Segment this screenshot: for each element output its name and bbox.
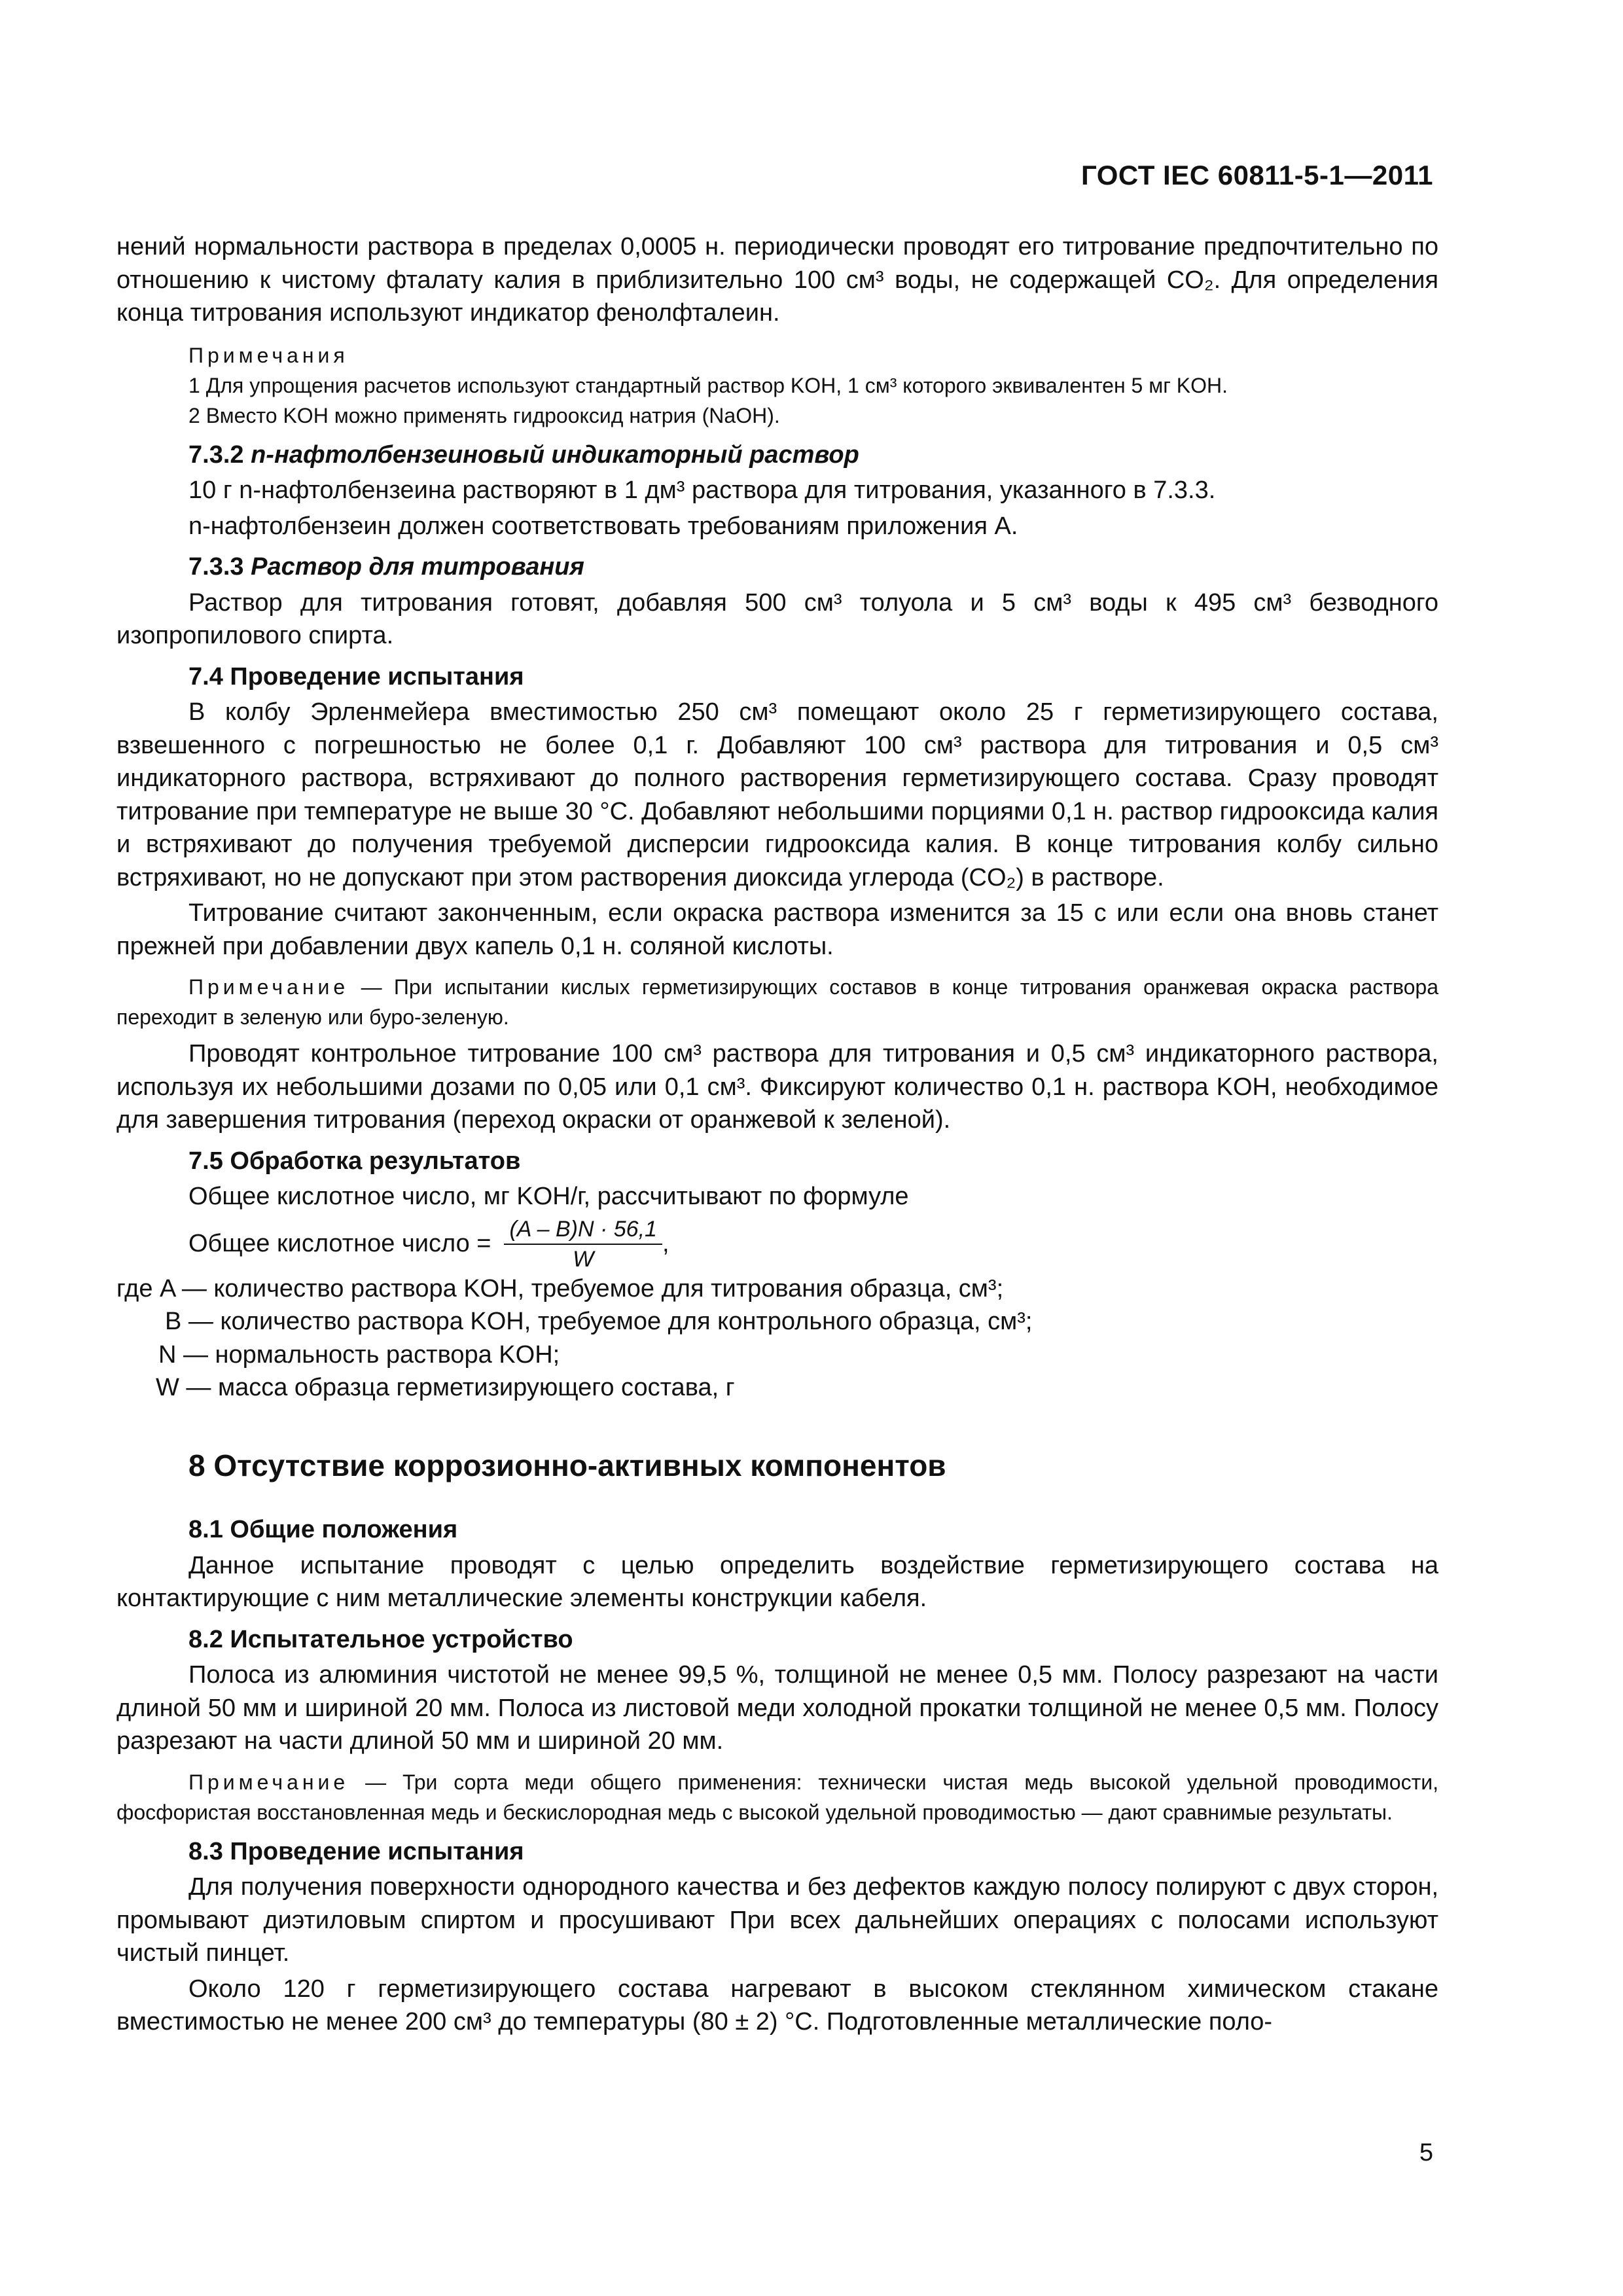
acid-number-formula	[116, 1216, 1438, 1272]
heading-7-5: 7.5 Обработка результатов	[188, 1147, 521, 1175]
paragraph-8-1: Данное испытание проводят с целью определить воздействие герметизирующего состава на контактирующие с ним металлические элементы конструкции кабеля.	[116, 1551, 1438, 1612]
paragraph-7-3-2-a: 10 г n-нафтолбензеина растворяют в 1 дм³ раствора для титрования, указанного в 7.3.3.	[188, 476, 1216, 504]
where-b: B — количество раствора KOH, требуемое для контрольного образца, см³;	[165, 1308, 1033, 1335]
heading-8-3: 8.3 Проведение испытания	[188, 1837, 524, 1865]
heading-7-3-3-title: Раствор для титрования	[251, 553, 584, 581]
heading-7-3-3	[116, 550, 1438, 584]
note-7-4-text: — При испытании кислых герметизирующих составов в конце титрования оранжевая окраска раствора переходит в зеленую или буро-зеленую.	[116, 975, 1438, 1029]
formula-denominator: W	[573, 1246, 594, 1272]
note-2: 2 Вместо KOH можно применять гидрооксид натрия (NaOH).	[188, 403, 780, 427]
note-7-4	[116, 972, 1438, 1032]
heading-7-3-2	[116, 439, 1438, 472]
paragraph-8-2: Полоса из алюминия чистотой не менее 99,5 %, толщиной не менее 0,5 мм. Полосу разрезают на части длиной 50 мм и шириной 20 мм. Полоса из листовой меди холодной прокатки толщиной не менее 0,5 мм. Полосу разрезают на части длиной 50 мм и шириной 20 мм.	[116, 1661, 1438, 1755]
paragraph-7-3-3: Раствор для титрования готовят, добавляя 500 см³ толуола и 5 см³ воды к 495 см³ безводного изопропилового спирта.	[116, 588, 1438, 649]
note-8-2-text: — Три сорта меди общего применения: технически чистая медь высокой удельной проводимости, фосфористая восстановленная медь и бескислородная медь с высокой удельной проводимостью — дают сравнимые результаты.	[116, 1770, 1438, 1824]
paragraph-7-3-2-b: n-нафтолбензеин должен соответствовать требованиям приложения А.	[188, 512, 1018, 540]
heading-8-1: 8.1 Общие положения	[188, 1516, 458, 1543]
heading-8-2: 8.2 Испытательное устройство	[188, 1625, 573, 1653]
formula-numerator: (A – B)N · 56,1	[504, 1216, 662, 1245]
formula-lhs: Общее кислотное число =	[188, 1230, 491, 1258]
document-header: ГОСТ IEC 60811-5-1—2011	[1081, 160, 1433, 190]
paragraph-8-3-b: Около 120 г герметизирующего состава нагревают в высоком стеклянном химическом стакане вместимостью не менее 200 см³ до температуры (80 ± 2) °С. Подготовленные металлические поло-	[116, 1975, 1438, 2036]
page-number: 5	[1419, 2139, 1433, 2166]
where-w: W — масса образца герметизирующего состава, г	[156, 1374, 735, 1401]
page-content	[116, 230, 1438, 2041]
paragraph-7-4-c: Проводят контрольное титрование 100 см³ раствора для титрования и 0,5 см³ индикаторного раствора, используя их небольшими дозами по 0,05 или 0,1 см³. Фиксируют количество 0,1 н. раствора KOH, необходимое для завершения титрования (переход окраски от оранжевой к зеленой).	[116, 1040, 1438, 1134]
heading-7-4: 7.4 Проведение испытания	[188, 662, 524, 691]
formula-fraction	[504, 1216, 662, 1272]
paragraph-8-3-a: Для получения поверхности однородного качества и без дефектов каждую полосу полируют с двух сторон, промывают диэтиловым спиртом и просушивают При всех дальнейших операциях с полосами используют чистый пинцет.	[116, 1873, 1438, 1967]
heading-7-3-2-number: 7.3.2	[188, 440, 244, 469]
heading-8: 8 Отсутствие коррозионно-активных компонентов	[188, 1448, 946, 1482]
where-a: где A — количество раствора KOH, требуемое для титрования образца, см³;	[116, 1274, 1004, 1302]
heading-7-3-2-title: n-нафтолбензеиновый индикаторный раствор	[251, 440, 859, 469]
note-1: 1 Для упрощения расчетов используют стандартный раствор KOH, 1 см³ которого эквивалентен 5 мг KOH.	[188, 373, 1228, 397]
paragraph-7-5-a: Общее кислотное число, мг KOH/г, рассчитывают по формуле	[188, 1183, 909, 1210]
note-8-2	[116, 1767, 1438, 1827]
where-n: N — нормальность раствора KOH;	[158, 1340, 560, 1369]
note-7-4-label: Примечание	[188, 975, 349, 999]
formula-end: ,	[662, 1230, 669, 1258]
paragraph-7-4-b: Титрование считают законченным, если окраска раствора изменится за 15 с или если она вновь станет прежней при добавлении двух капель 0,1 н. соляной кислоты.	[116, 899, 1438, 960]
paragraph-intro: нений нормальности раствора в пределах 0,0005 н. периодически проводят его титрование предпочтительно по отношению к чистому фталату калия в приблизительно 100 см³ воды, не содержащей CO₂. Для определения конца титрования используют индикатор фенолфталеин.	[116, 233, 1438, 327]
paragraph-7-4-a: В колбу Эрленмейера вместимостью 250 см³ помещают около 25 г герметизирующего состава, взвешенного с погрешностью не более 0,1 г. Добавляют 100 см³ раствора для титрования и 0,5 см³ индикаторного раствора, встряхивают до полного растворения герметизирующего состава. Сразу проводят титрование при температуре не выше 30 °С. Добавляют небольшими порциями 0,1 н. раствор гидрооксида калия и встряхивают до получения требуемой дисперсии гидрооксида калия. В конце титрования колбу сильно встряхивают, но не допускают при этом растворения диоксида углерода (CO₂) в растворе.	[116, 698, 1438, 891]
heading-7-3-3-number: 7.3.3	[188, 553, 244, 581]
notes-title: Примечания	[188, 343, 349, 367]
note-8-2-label: Примечание	[188, 1770, 349, 1794]
